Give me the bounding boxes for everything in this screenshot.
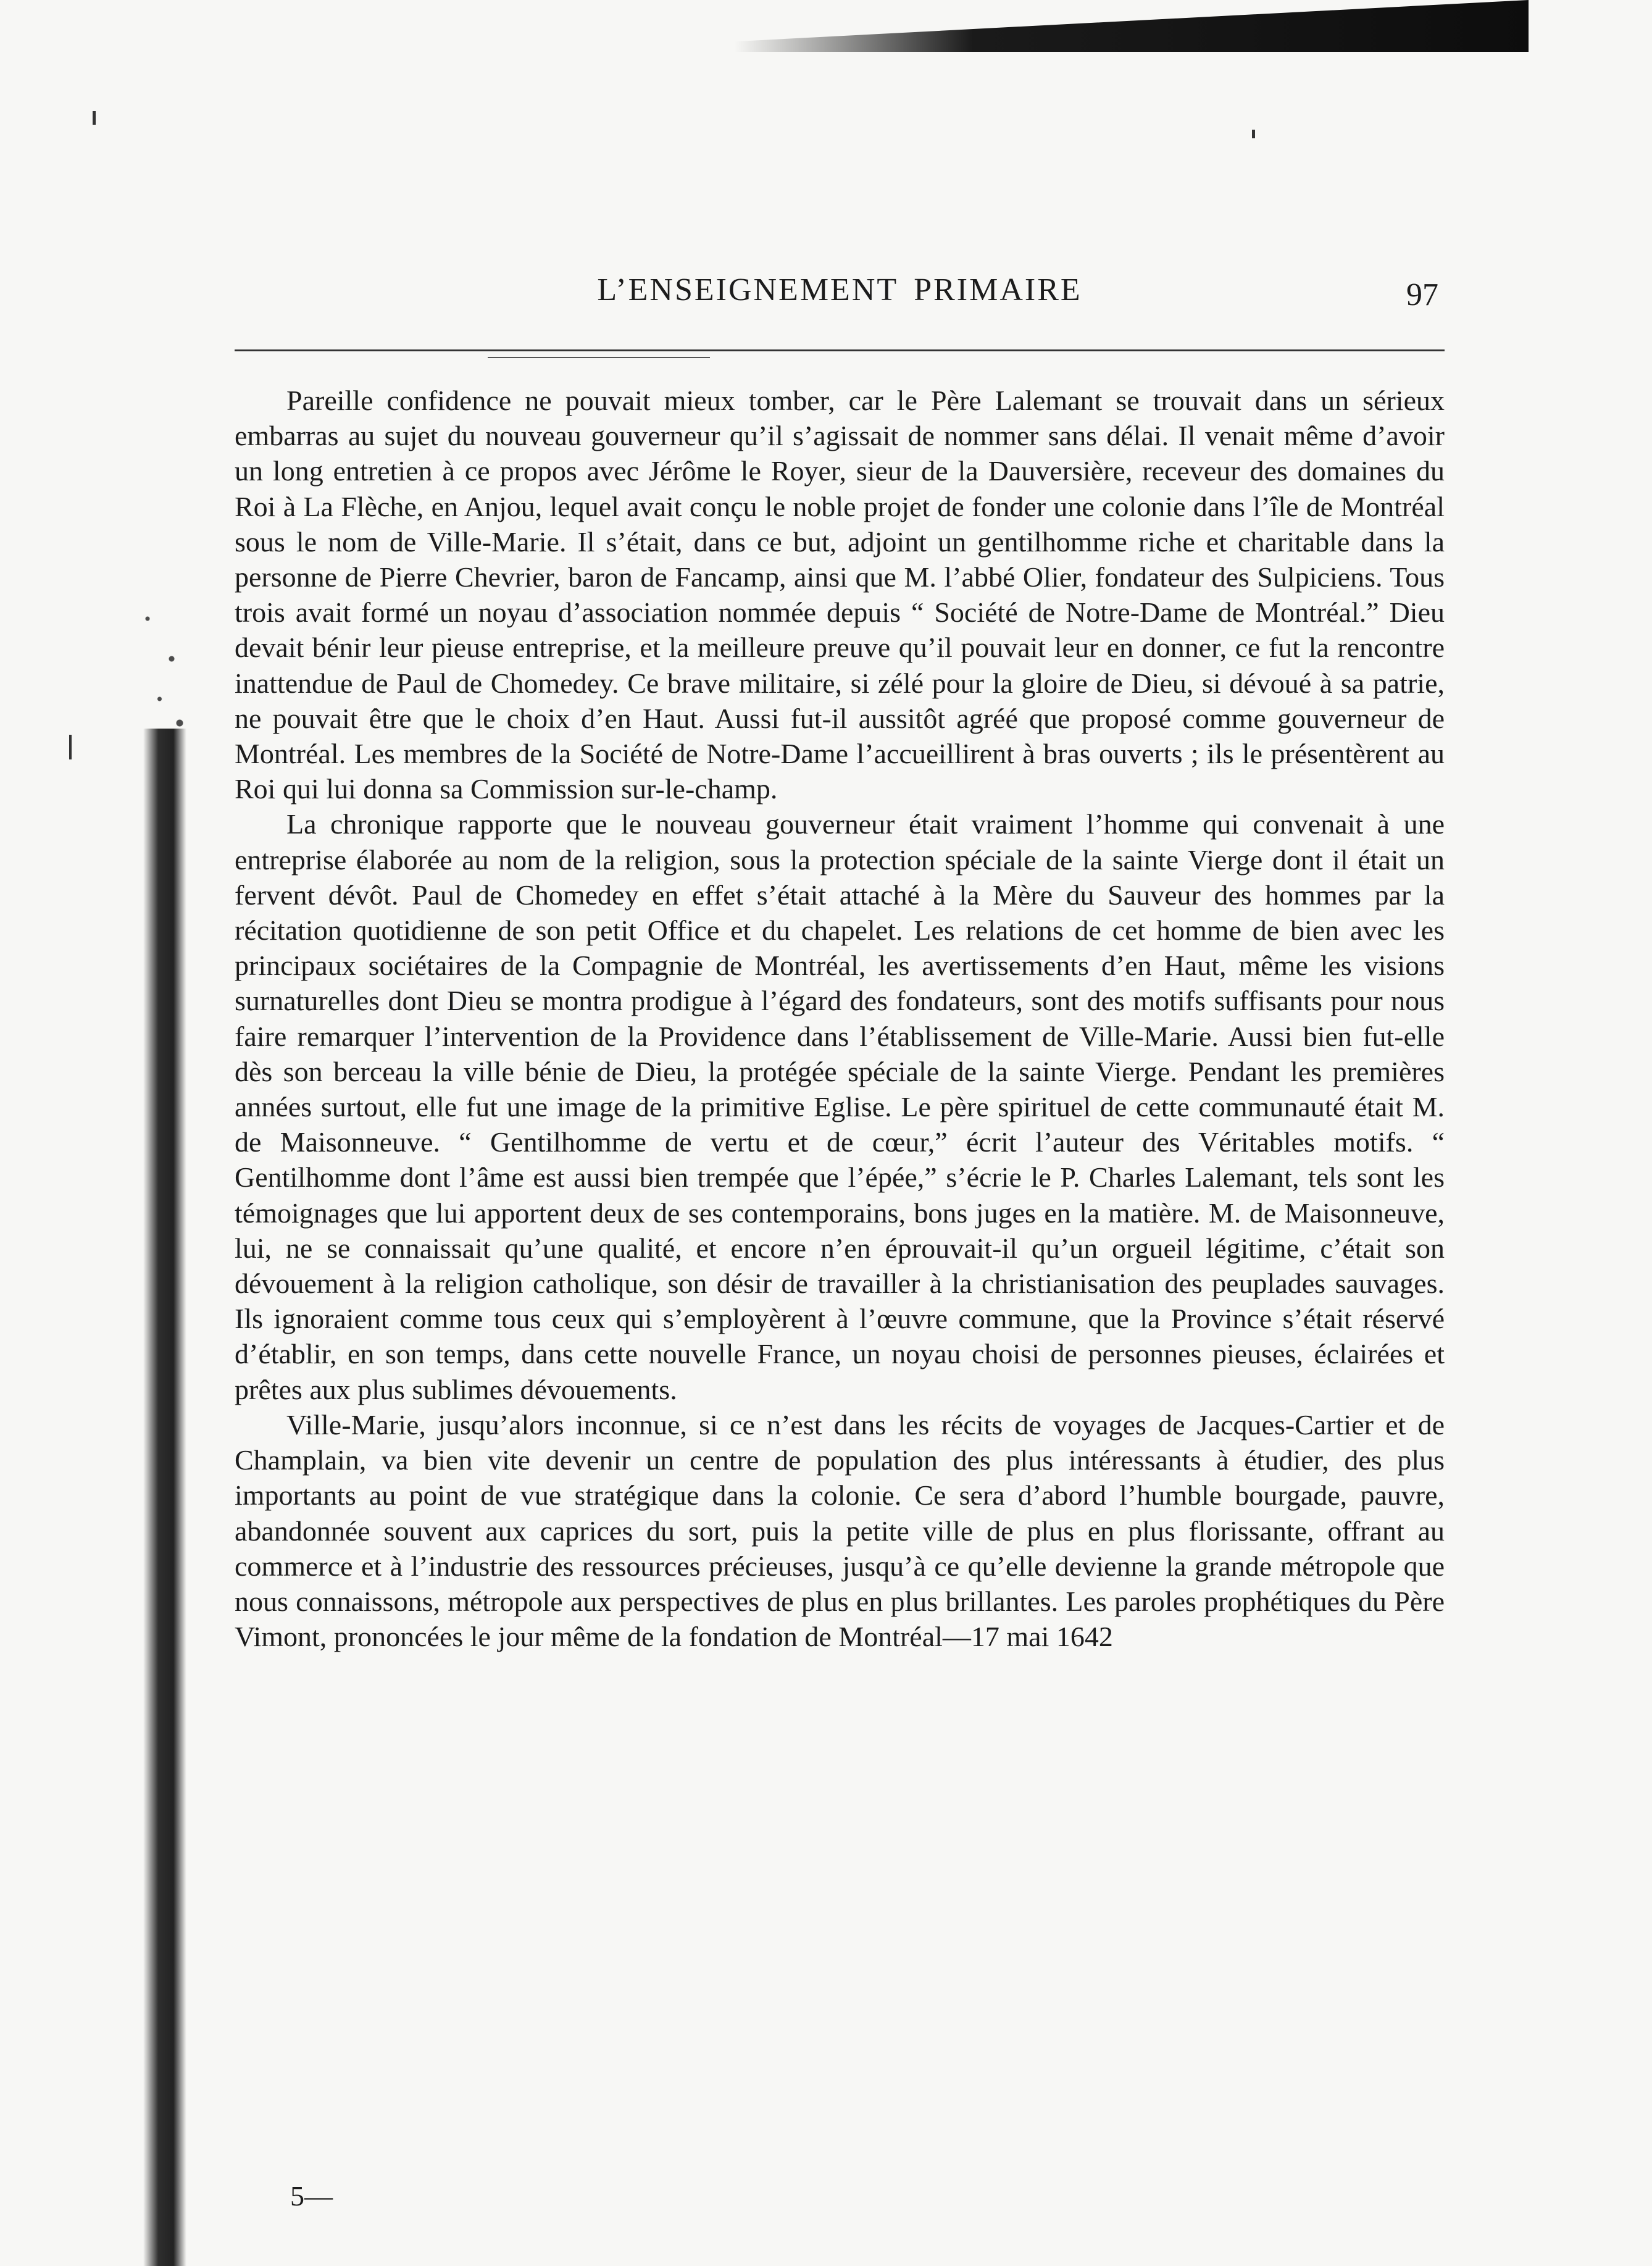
scan-binding-shadow xyxy=(143,729,186,2266)
paragraph: La chronique rapporte que le nouveau gouverneur était vraiment l’homme qui convenait à une entreprise élaborée au nom de la religion, sous la protection spéciale de la sainte Vierge dont il était un fervent dévôt. Paul de Chomedey en effet s’était attaché à la Mère du Sauveur des hommes par la récitation quotidienne de son petit Office et du chapelet. Les relations de cet homme de bien avec les principaux sociétaires de la Compagnie de Montréal, les avertissements d’en Haut, même les visions surnaturelles dont Dieu se montra prodigue à l’égard des fondateurs, sont des motifs suffisants pour nous faire remarquer l’intervention de la Providence dans l’établissement de Ville-Marie. Aussi bien fut-elle dès son berceau la ville bénie de Dieu, la protégée spéciale de la sainte Vierge. Pendant les premières années surtout, elle fut une image de la primitive Eglise. Le père spirituel de cette communauté était M. de Maisonneuve. “ Gentilhomme de vertu et de cœur,” écrit l’auteur des Véritables motifs. “ Gentilhomme dont l’âme est aussi bien trempée que l’épée,” s’écrie le P. Charles Lalemant, tels sont les témoignages que lui apportent deux de ses contemporains, bons juges en la matière. M. de Maisonneuve, lui, ne se connaissait qu’une qualité, et encore n’en éprouvait-il qu’un orgueil légitime, c’était son dévouement à la religion catholique, son désir de travailler à la christianisation des peuplades sauvages. Ils ignoraient comme tous ceux qui s’employèrent à l’œuvre commune, que la Province s’était réservé d’établir, en son temps, dans cette nouvelle France, un noyau choisi de personnes pieuses, éclairées et prêtes aux plus sublimes dévouements. xyxy=(235,808,1445,1405)
scan-stray-mark xyxy=(93,111,96,125)
scan-top-border xyxy=(735,0,1529,52)
running-head xyxy=(235,272,1445,321)
body-text xyxy=(235,383,1445,1654)
scan-speckle xyxy=(123,587,204,747)
book-page xyxy=(235,272,1445,2212)
signature-mark: 5— xyxy=(290,2180,333,2212)
header-rule-accent xyxy=(488,357,710,358)
scan-stray-mark xyxy=(1252,130,1255,138)
paragraph: Ville-Marie, jusqu’alors inconnue, si ce n’est dans les récits de voyages de Jacques-Cartier et de Champlain, va bien vite devenir un centre de population des plus intéressants à étudier, des plus importants au point de vue stratégique dans la colonie. Ce sera d’abord l’humble bourgade, pauvre, abandonnée souvent aux caprices du sort, puis la petite ville de plus en plus florissante, offrant au commerce et à l’industrie des ressources précieuses, jusqu’à ce qu’elle devienne la grande métropole que nous connaissons, métropole aux perspectives de plus en plus brillantes. Les paroles prophétiques du Père Vimont, prononcées le jour même de la fondation de Montréal—17 mai 1642 xyxy=(235,1408,1445,1653)
header-rule xyxy=(235,349,1445,351)
paragraph: Pareille confidence ne pouvait mieux tomber, car le Père Lalemant se trouvait dans un sérieux embarras au sujet du nouveau gouverneur qu’il s’agissait de nommer sans délai. Il venait même d’avoir un long entretien à ce propos avec Jérôme le Royer, sieur de la Dauversière, receveur des domaines du Roi à La Flèche, en Anjou, lequel avait conçu le noble projet de fonder une colonie dans l’île de Montréal sous le nom de Ville-Marie. Il s’était, dans ce but, adjoint un gentilhomme riche et charitable dans la personne de Pierre Chevrier, baron de Fancamp, ainsi que M. l’abbé Olier, fondateur des Sulpiciens. Tous trois avait formé un noyau d’association nommée depuis “ Société de Notre-Dame de Montréal.” Dieu devait bénir leur pieuse entreprise, et la meilleure preuve qu’il pouvait leur en donner, ce fut la rencontre inattendue de Paul de Chomedey. Ce brave militaire, si zélé pour la gloire de Dieu, si dévoué à sa patrie, ne pouvait être que le choix d’en Haut. Aussi fut-il aussitôt agréé que proposé comme gouverneur de Montréal. Les membres de la Société de Notre-Dame l’accueillirent à bras ouverts ; ils le présentèrent au Roi qui lui donna sa Commission sur-le-champ. xyxy=(235,385,1445,805)
running-title: L’ENSEIGNEMENT PRIMAIRE xyxy=(597,272,1082,307)
scan-stray-mark xyxy=(69,735,72,759)
page-number: 97 xyxy=(1406,277,1438,312)
